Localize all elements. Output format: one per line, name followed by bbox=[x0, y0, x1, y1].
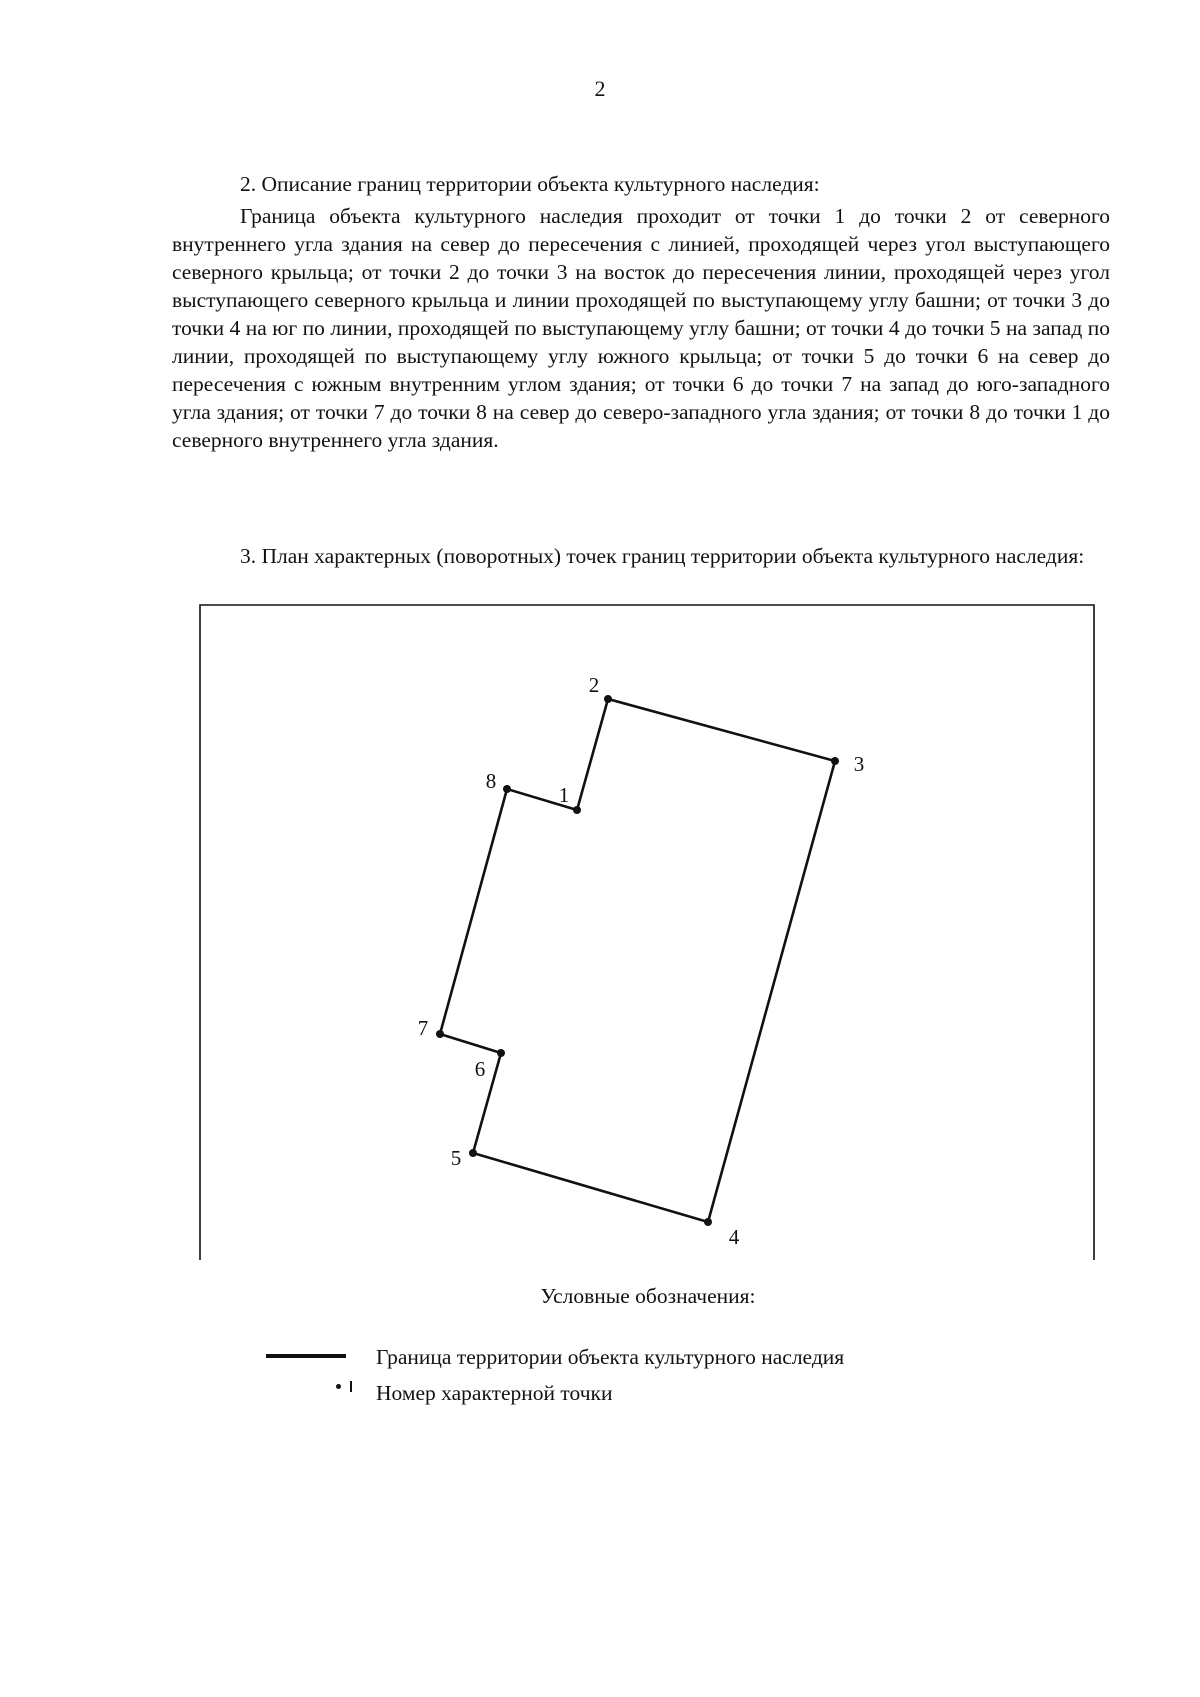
boundary-description: Граница объекта культурного наследия проходит от точки 1 до точки 2 от северного внутреннего угла здания на север до пересечения с линией, проходящей через угол выступающего северного крыльца; от точки 2 до точки 3 на восток до пересечения линии, проходящей через угол выступающего северного крыльца и линии проходящей по выступающему углу башни; от точки 3 до точки 4 на юг по линии, проходящей по выступающему углу башни; от точки 4 до точки 5 на запад по линии, проходящей по выступающему углу южного крыльца; от точки 5 до точки 6 на север до пересечения с южным внутренним углом здания; от точки 6 до точки 7 на запад до юго-западного угла здания; от точки 7 до точки 8 на север до северо-западного угла здания; от точки 8 до точки 1 до северного внутреннего угла здания. bbox=[172, 204, 1110, 452]
boundary-point-8 bbox=[503, 785, 511, 793]
legend-title: Условные обозначения: bbox=[540, 1284, 756, 1308]
point-marker-symbol bbox=[266, 1378, 370, 1408]
boundary-point-4 bbox=[704, 1218, 712, 1226]
boundary-line bbox=[440, 699, 835, 1222]
boundary-point-3 bbox=[831, 757, 839, 765]
boundary-point-label-1: 1 bbox=[558, 782, 570, 807]
boundary-plan bbox=[199, 604, 1095, 1260]
boundary-point-label-4: 4 bbox=[728, 1224, 740, 1249]
boundary-plan-drawing bbox=[199, 604, 1095, 1260]
boundary-point-label-5: 5 bbox=[450, 1145, 462, 1170]
page-number: 2 bbox=[594, 76, 606, 101]
plan-frame-border bbox=[200, 605, 1094, 1260]
boundary-point-label-3: 3 bbox=[853, 751, 865, 776]
boundary-line-symbol bbox=[266, 1342, 370, 1372]
boundary-point-label-8: 8 bbox=[485, 768, 497, 793]
boundary-point-label-6: 6 bbox=[474, 1056, 486, 1081]
boundary-point-2 bbox=[604, 695, 612, 703]
legend-point-row bbox=[266, 1378, 613, 1408]
boundary-point-1 bbox=[573, 806, 581, 814]
boundary-point-label-7: 7 bbox=[417, 1015, 429, 1040]
boundary-point-6 bbox=[497, 1049, 505, 1057]
section-2-heading: 2. Описание границ территории объекта культурного наследия: bbox=[240, 172, 820, 196]
legend-boundary-label: Граница территории объекта культурного наследия bbox=[376, 1344, 845, 1369]
boundary-point-7 bbox=[436, 1030, 444, 1038]
legend-boundary-row bbox=[266, 1342, 844, 1372]
legend-point-label: Номер характерной точки bbox=[376, 1380, 613, 1405]
section-3-heading: 3. План характерных (поворотных) точек границ территории объекта культурного наследия: bbox=[240, 544, 1085, 568]
boundary-point-label-2: 2 bbox=[588, 672, 600, 697]
boundary-point-5 bbox=[469, 1149, 477, 1157]
